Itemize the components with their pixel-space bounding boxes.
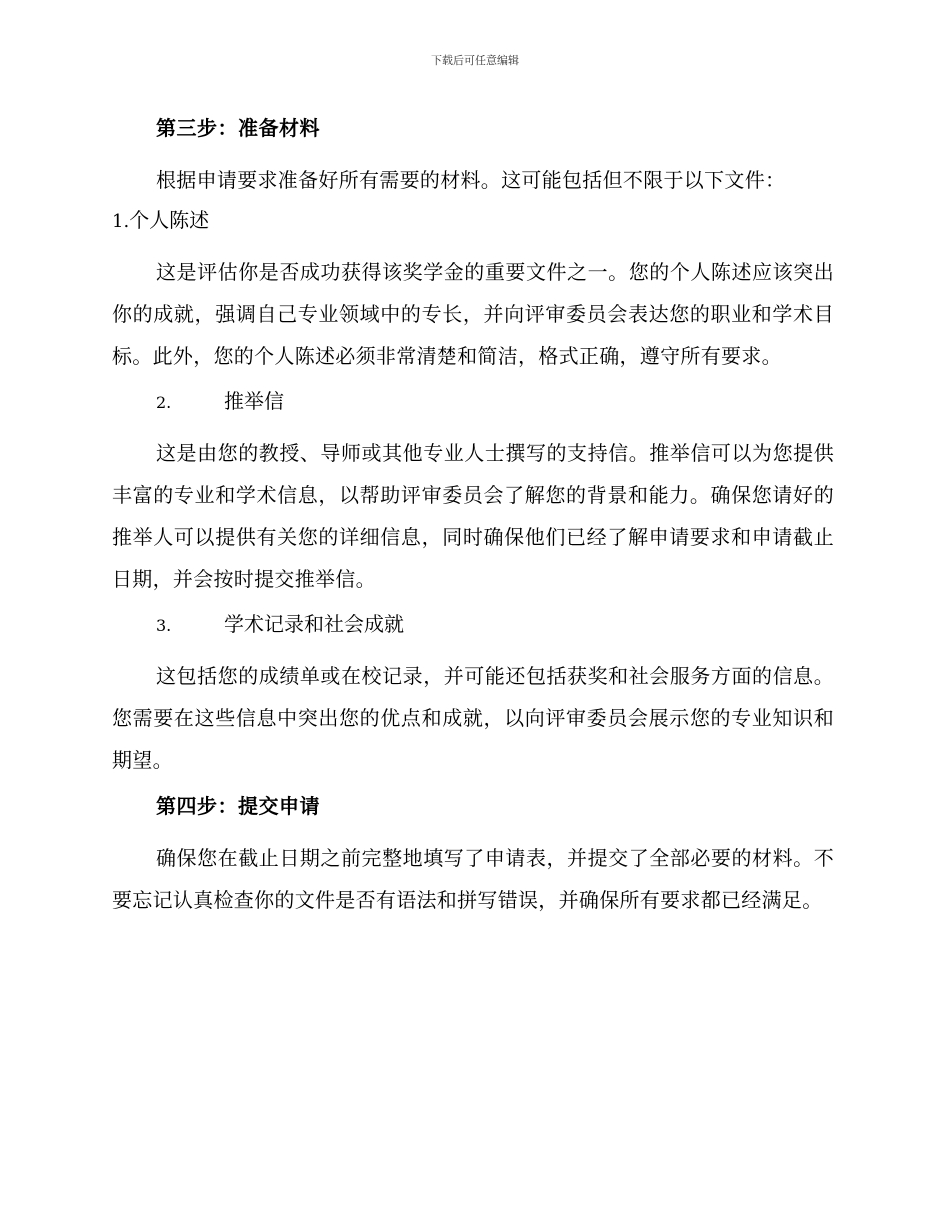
- list-item-3-body: 这包括您的成绩单或在校记录，并可能还包括获奖和社会服务方面的信息。您需要在这些信息中突出您的优点和成就，以向评审委员会展示您的专业知识和期望。: [112, 664, 834, 772]
- step3-heading: 第三步：准备材料: [156, 116, 320, 140]
- list-item-1-number: 1.: [112, 211, 130, 232]
- list-item-2-body: 这是由您的教授、导师或其他专业人士撰写的支持信。推举信可以为您提供丰富的专业和学术信息，以帮助评审委员会了解您的背景和能力。确保您请好的推举人可以提供有关您的详细信息，同时确保他们已经了解申请要求和申请截止日期，并会按时提交推举信。: [112, 441, 834, 591]
- list-item-1-title-row: [112, 203, 834, 239]
- list-item-3-title: 学术记录和社会成就: [224, 612, 404, 636]
- document-body: [112, 110, 834, 921]
- list-item-3-title-row: [112, 607, 834, 643]
- header-note: 下载后可任意编辑: [431, 54, 519, 67]
- list-item-2-title-row: [112, 384, 834, 420]
- step3-intro: 根据申请要求准备好所有需要的材料。这可能包括但不限于以下文件：: [156, 168, 786, 192]
- step4-heading: 第四步：提交申请: [156, 794, 320, 818]
- list-item-1-body: 这是评估你是否成功获得该奖学金的重要文件之一。您的个人陈述应该突出你的成就，强调自己专业领域中的专长，并向评审委员会表达您的职业和学术目标。此外，您的个人陈述必须非常清楚和简洁，格式正确，遵守所有要求。: [112, 260, 834, 368]
- list-item-2-number: 2.: [156, 393, 172, 412]
- list-item-1-title: 个人陈述: [129, 208, 210, 232]
- list-item-2-title: 推举信: [224, 389, 284, 413]
- step4-body: 确保您在截止日期之前完整地填写了申请表，并提交了全部必要的材料。不要忘记认真检查你的文件是否有语法和拼写错误，并确保所有要求都已经满足。: [112, 846, 834, 912]
- list-item-3-number: 3.: [156, 616, 172, 635]
